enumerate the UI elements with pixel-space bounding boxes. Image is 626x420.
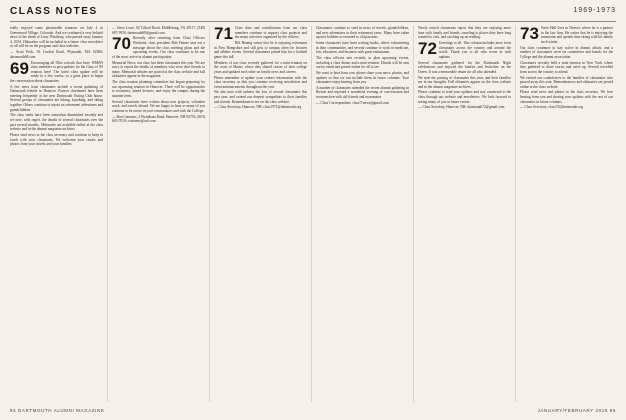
note-paragraph	[418, 105, 511, 110]
column-divider	[107, 26, 108, 402]
note-text: really enjoyed some pleasurable reunions on July 4 in Greenwood Village, Colorado. And we continued a very belated news of the death of Larry Winthrop, who passed away January 4, 2014. Obituaries will be included in a future class newsletter so all will be on the program and class websites.	[10, 26, 103, 49]
note-paragraph	[316, 101, 409, 106]
footer-left-folio: 94 DARTMOUTH ALUMNI MAGAZINE	[10, 408, 105, 413]
page-header	[10, 6, 616, 22]
note-text: Please send news to the class secretary and continue to keep in touch with your classmates. We welcome your stories and photos from your travels and your families.	[10, 133, 103, 147]
class-years: 1969-1973	[573, 7, 616, 14]
note-paragraph	[10, 85, 103, 113]
note-text: Several classmates gathered for the Dartmouth Night celebrations and enjoyed the bonfire and festivities on the Green. It was a memorable return for all who attended.	[418, 60, 511, 74]
note-paragraph	[112, 115, 205, 124]
page-footer	[10, 408, 616, 416]
class-year-number: 73	[520, 26, 539, 43]
note-text: A few news from classmates include a recent gathering of Dartmouth friends in Hanover. Former classmates have been meeting frequently at the new Dartmouth Outing Club house. Several groups of classmates are hiking, kayaking, and skiing together. Others continue to report on retirement adventures and grandchildren.	[10, 84, 103, 112]
note-paragraph	[112, 100, 205, 114]
note-text: — Ron Cattaneo, 2 Wyndham Road, Hanover, NH 03755; (603) 643-7010; rcattaneo@aol.com	[112, 114, 205, 124]
header-rule	[10, 21, 616, 22]
note-text: — Steve Lowe, 82 Tilford Road, Middleburg, VA 20117; (540) 687-5930; dartmouth69@gmail.com	[112, 26, 205, 35]
note-text: Bill Hennig writes that he is enjoying retirement in New Hampshire and still gets to campus often for lectures and athletic events. Several classmates joined him for a football game this fall.	[214, 40, 307, 59]
note-paragraph	[316, 26, 409, 40]
note-text: Several classmates have written about new projects, volunteer work, and travels abroad. We are happy to hear so many of you continue to be active in your communities and with the College.	[112, 99, 205, 113]
note-text: A number of classmates attended the recent alumni gathering in Boston and reported a wonderful evening of conversation and reconnection with old friends and roommates.	[316, 85, 409, 100]
class-note-entry	[112, 36, 205, 59]
class-note-entry	[520, 26, 613, 44]
note-paragraph	[316, 86, 409, 100]
note-text: Our class continues to stay active in alumni affairs, and a number of classmates serve on committees and boards for the College and the alumni association.	[520, 45, 613, 59]
column-divider	[311, 26, 312, 402]
class-note-entry	[214, 26, 307, 43]
note-text: — Class Correspondent; class71news@gmail.com	[316, 100, 389, 105]
note-text: — Class Secretary, Hanover, NH; dartmouth72@gmail.com	[418, 105, 505, 110]
note-paragraph	[520, 61, 613, 75]
column-divider	[209, 26, 210, 402]
note-paragraph	[112, 61, 205, 79]
note-paragraph	[10, 26, 103, 49]
text-column	[214, 26, 307, 402]
note-text: We also note with sadness the loss of several classmates this past year, and extend our deepest sympathies to their families and friends. Remembrances are on the class website.	[214, 90, 307, 104]
column-divider	[515, 26, 516, 402]
note-text: Newly retired classmates report that they are enjoying more time with family and friends, traveling to places they have long wanted to visit, and catching up on reading.	[418, 26, 511, 40]
note-text: Classmates continue to send in news of travels, grandchildren, and new adventures in their retirement years. Many have taken up new hobbies or returned to old passions.	[316, 26, 409, 40]
note-text: The class officers met recently to plan upcoming events, including a class dinner and a mini-reunion. Details will be sent out by email and posted online for all to see.	[316, 55, 409, 70]
note-text: We want to hear from you: please share your news, photos, and updates so that we can include them in future columns. Your classmates enjoy hearing from you.	[316, 70, 409, 85]
note-paragraph	[10, 133, 103, 147]
note-paragraph	[214, 61, 307, 75]
text-column	[520, 26, 613, 402]
text-column	[10, 26, 103, 402]
footer-right-folio: JANUARY/FEBRUARY 2016 95	[537, 408, 616, 413]
note-text: Please continue to send your updates and stay connected to the class through our website and newsletters. We look forward to seeing many of you at future events.	[418, 90, 511, 104]
note-text: The class ranks have been somewhat diminished recently and we note, with regret, the deaths of several classmates over the past several months. Obituaries are available online at the class website and in the alumni magazine archives.	[10, 113, 103, 132]
note-paragraph	[112, 26, 205, 35]
note-text: — Class Secretary; class73@dartmouth.org	[520, 105, 583, 110]
note-paragraph	[316, 71, 409, 85]
note-text: Steve Hall lives in Denver, where he is a partner in the law firm. He writes that he is enjoying the mountains and spends time skiing with his family each winter.	[540, 26, 613, 44]
class-year-number: 72	[418, 38, 437, 58]
class-year-number: 69	[10, 58, 29, 78]
class-year-number: 70	[112, 34, 131, 54]
text-column	[418, 26, 511, 402]
note-paragraph	[10, 113, 103, 131]
section-title: CLASS NOTES	[10, 6, 98, 17]
note-paragraph	[418, 26, 511, 40]
column-divider	[413, 26, 414, 402]
note-paragraph	[112, 80, 205, 98]
note-text: Please remember to update your contact information with the class secretary so that you continue receiving newsletters and event announcements throughout the year.	[214, 75, 307, 89]
note-text: We extend our condolences to the families of classmates who passed away this year. Remembrances and obituaries are posted online at the class website.	[520, 75, 613, 89]
class-year-number: 71	[214, 26, 233, 43]
class-note-entry	[10, 58, 103, 84]
note-paragraph	[214, 76, 307, 90]
note-paragraph	[214, 105, 307, 110]
text-column	[316, 26, 409, 402]
note-text: We note the passing of classmates this year, and their families are in our thoughts. Full obituaries appear on the class website and in the alumni magazine archives.	[418, 75, 511, 89]
text-column	[112, 26, 205, 402]
note-text: Recently after returning from Class Officers Weekend, class president Bob Fenner sent out a message about the class meeting plans and the upcoming events. Our class continues to be one of the most active in alumni participation.	[112, 36, 205, 59]
note-paragraph	[520, 90, 613, 104]
note-text: Memorial News: our class lost three classmates this year. We are sorry to report the deaths of members who were dear friends to many. Memorial tributes are posted at the class website and full obituaries appear in the magazine.	[112, 60, 205, 79]
note-text: — Class Secretary, Hanover, NH; class1971@dartmouth.org	[214, 105, 302, 110]
note-text: Class dues and contributions from our class members continue to support class projects and the many activities organized by the officers.	[234, 26, 307, 40]
note-paragraph	[418, 76, 511, 90]
note-paragraph	[418, 90, 511, 104]
note-text: Some classmates have been writing books, others volunteering in their communities, and several continue to work in medicine, law, education, and business with great enthusiasm.	[316, 40, 409, 55]
note-text: — Scott Peck, 56 Cordial Road, Plymouth, MA 02360; dartmouth68.com	[10, 50, 103, 59]
note-text: Please send news and photos to the class secretary. We love hearing from you and sharing your updates with the rest of our classmates in future columns.	[520, 90, 613, 104]
note-paragraph	[214, 90, 307, 104]
note-paragraph	[214, 41, 307, 59]
note-text: The class reunion planning committee has begun preparing for our upcoming reunion in Hanover. There will be opportunities to reconnect, attend lectures, and enjoy the campus during the summer term.	[112, 80, 205, 98]
note-paragraph	[316, 41, 409, 55]
note-paragraph	[520, 76, 613, 90]
note-text: Encouraging all Ohio schools that have 1968/69 class members to post updates for the Class of '69 reunion here! The latest class update will be ready in a few weeks, so a great place to begin the conversation about classmates.	[10, 60, 103, 83]
note-paragraph	[520, 46, 613, 60]
note-paragraph	[418, 61, 511, 75]
note-paragraph	[520, 105, 613, 110]
note-paragraph	[10, 50, 103, 59]
note-text: Greetings to all. This column includes news from classmates across the country and around the world. Thank you to all who wrote in with updates.	[438, 40, 511, 59]
note-paragraph	[316, 56, 409, 70]
note-text: Members of our class recently gathered for a mini-reunion on the coast of Maine, where they shared stories of their college years and updated each other on family news and careers.	[214, 60, 307, 74]
class-note-entry	[418, 38, 511, 59]
note-text: Classmates recently held a mini-reunion in New York, where they gathered to share stories and catch up. Several travelled from across the country to attend.	[520, 60, 613, 74]
